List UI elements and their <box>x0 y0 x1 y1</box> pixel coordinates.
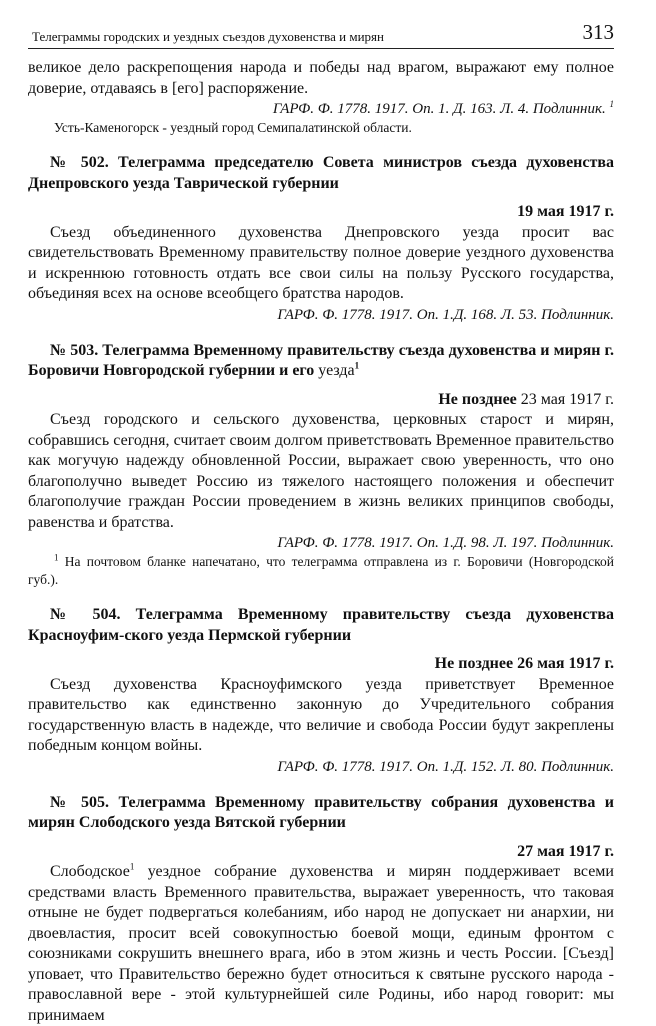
doc-502-text: Съезд объединенного духовенства Днепровского уезда просит вас свидетельствовать Временному правительству полное доверие уездного духовенства и искреннюю готовность отдать все свои силы на пользу Русского государства, объединяя всех на основе всеобщего братства народов. <box>28 223 614 302</box>
doc-504-archive-reference: ГАРФ. Ф. 1778. 1917. Оп. 1.Д. 152. Л. 80. Подлинник. <box>277 758 614 775</box>
doc-503-archive-reference: ГАРФ. Ф. 1778. 1917. Оп. 1.Д. 98. Л. 197. Подлинник. <box>277 535 614 551</box>
doc-503-date <box>28 390 614 411</box>
intro-footnote: Усть-Каменогорск - уездный город Семипалатинской области. <box>54 120 412 135</box>
footnote-text: На почтовом бланке напечатано, что телеграмма отправлена из г. Боровичи (Новгородской губ.). <box>28 554 614 587</box>
intro-archive-reference <box>28 99 614 119</box>
footnote-marker: 1 <box>609 99 614 109</box>
doc-504-date: Не позднее 26 мая 1917 г. <box>434 655 614 672</box>
doc-504-text: Съезд духовенства Красноуфимского уезда приветствует Временное правительство как единственно законную до Учредительного собрания государственную власть в надежде, что величие и свобода России будут закреплены победным концом войны. <box>28 675 614 754</box>
footnote-marker: 1 <box>129 861 135 872</box>
page-number: 313 <box>582 20 614 44</box>
doc-503-title-main: № 503. Телеграмма Временному правительству съезда духовенства и мирян г. Боровичи Новгородской губернии и его <box>28 341 614 379</box>
running-title: Телеграммы городских и уездных съездов духовенства и мирян <box>32 29 384 44</box>
doc-505-date: 27 мая 1917 г. <box>517 842 614 860</box>
doc-505-text-start: Слободское <box>50 863 130 880</box>
doc-502-title: № 502. Телеграмма председателю Совета министров съезда духовенства Днепровского уезда Таврической губернии <box>28 154 614 192</box>
intro-paragraph: великое дело раскрепощения народа и победы над врагом, выражают ему полное доверие, отдаваясь в [его] распоряжение. <box>28 59 614 97</box>
doc-503-title-tail: уезда <box>318 362 355 379</box>
page-body <box>28 58 614 1026</box>
doc-505-text-body: уездное собрание духовенства и мирян поддерживает всеми средствами власть Временного правительства, выражает уверенность, что таковая отныне не будет подвергаться колебаниям, ибо народ не допускает ни анархии, ни двоевластия, просит всей совокупностью боевой мощи, единым фронтом с союзниками сокрушить внешнего врага, ибо в этом жизнь и честь России. [Съезд] уповает, что Правительство бережно будет относиться к святыне русского народа - православной вере - этой культурнейшей силе Родины, ибо народ говорит: мы принимаем <box>28 863 614 1024</box>
doc-503-title <box>28 341 614 382</box>
date-prefix: Не позднее <box>438 390 517 408</box>
doc-502-date: 19 мая 1917 г. <box>517 203 614 220</box>
doc-505-text <box>28 862 614 1026</box>
footnote-marker: 1 <box>354 360 360 371</box>
doc-504-title-line1: № 504. Телеграмма Временному правительству съезда духовенства <box>50 606 614 623</box>
doc-504-title-line2: Красноуфим-ского уезда Пермской губернии <box>28 626 352 644</box>
archive-text: ГАРФ. Ф. 1778. 1917. Оп. 1. Д. 163. Л. 4. Подлинник. <box>272 101 606 117</box>
date-value: 23 мая 1917 г. <box>520 390 614 408</box>
doc-502-archive-reference: ГАРФ. Ф. 1778. 1917. Оп. 1.Д. 168. Л. 53. Подлинник. <box>277 306 614 323</box>
doc-503-text: Съезд городского и сельского духовенства, церковных старост и мирян, собравшись сегодня, считает своим долгом приветствовать Временное правительство как могучую надежду обновленной России, выражает свою уверенность, что оно благополучно выведет Россию из тяжелого настоящего положения и обеспечит благополучие граждан России проведением в жизнь великих принципов свободы, равенства и братства. <box>28 411 614 531</box>
running-head <box>28 20 614 48</box>
doc-505-title: № 505. Телеграмма Временному правительству собрания духовенства и мирян Слободского уезда Вятской губернии <box>28 793 614 831</box>
header-rule <box>28 48 614 49</box>
footnote-marker: 1 <box>54 552 59 563</box>
doc-503-footnote <box>28 553 614 589</box>
